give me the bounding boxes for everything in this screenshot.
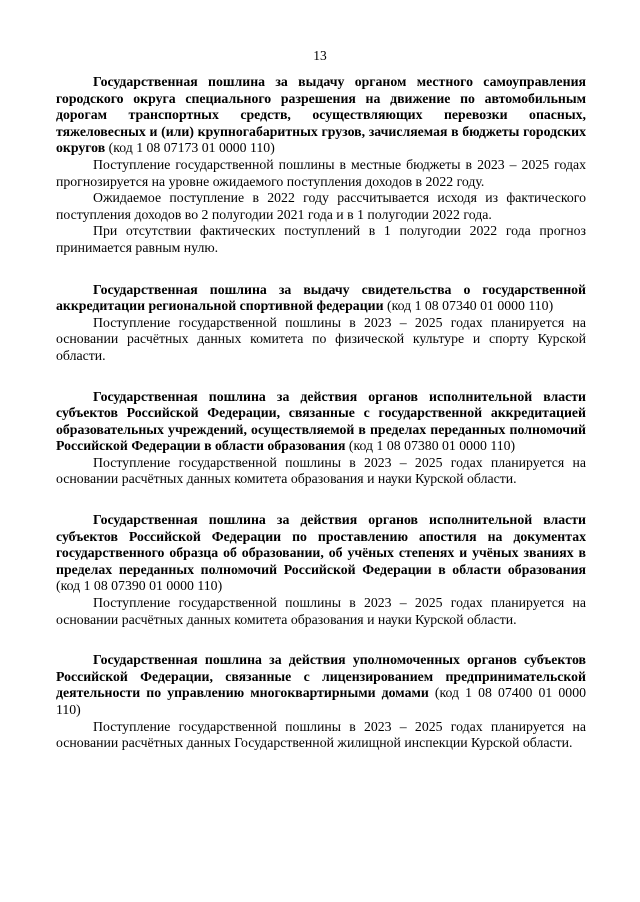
section-housing-licensing [56,652,586,752]
section-special-permit [56,74,586,257]
section-apostille [56,512,586,628]
section-paragraph: Поступление государственной пошлины в 2023 – 2025 годах планируется на основании расчётных данных комитета образования и науки Курской области. [56,454,586,487]
section-paragraph: Поступление государственной пошлины в 2023 – 2025 годах планируется на основании расчётных данных комитета образования и науки Курской области. [56,595,586,627]
heading-code: (код 1 08 07390 01 0000 110) [56,578,223,594]
section-paragraph: Поступление государственной пошлины в 2023 – 2025 годах планируется на основании расчётных данных комитета по физической культуре и спорту Курской области. [56,314,586,363]
heading-code: (код 1 08 07400 01 0000 110) [56,685,586,717]
section-education-accreditation [56,389,586,489]
heading-title: Государственная пошлина за действия уполномоченных органов субъектов Российской Федерации, связанные с лицензированием предпринимательской деятельности по управлению многоквартирными домами [56,652,586,701]
section-heading [56,74,586,157]
heading-code: (код 1 08 07173 01 0000 110) [105,140,275,156]
heading-code: (код 1 08 07380 01 0000 110) [345,438,516,454]
page-number: 13 [313,48,327,63]
section-paragraph: Ожидаемое поступление в 2022 году рассчитывается исходя из фактического поступления доходов во 2 полугодии 2021 года и в 1 полугодии 2022 года. [56,190,586,222]
heading-title: Государственная пошлина за выдачу свидетельства о государственной аккредитации региональной спортивной федерации [56,281,586,314]
section-heading [56,512,586,595]
document-body [56,74,586,776]
heading-title: Государственная пошлина за действия органов исполнительной власти субъектов Российской Федерации, связанные с государственной аккредитацией образовательных учреждений, осуществляемой в пределах переданных полномочий Российской Федерации в области образования [56,388,586,454]
section-paragraph: Поступление государственной пошлины в местные бюджеты в 2023 – 2025 годах прогнозируется на уровне ожидаемого поступления доходов в 2022 году. [56,156,586,189]
heading-code: (код 1 08 07340 01 0000 110) [383,298,554,314]
section-paragraph: Поступление государственной пошлины в 2023 – 2025 годах планируется на основании расчётных данных Государственной жилищной инспекции Курской области. [56,718,586,751]
heading-title: Государственная пошлина за выдачу органом местного самоуправления городского округа специального разрешения на движение по автомобильным дорогам транспортных средств, осуществляющих перевозки опасных, тяжеловесных и (или) крупногабаритных грузов, зачисляемая в бюджеты городских округов [56,74,586,156]
heading-title: Государственная пошлина за действия органов исполнительной власти субъектов Российской Федерации по проставлению апостиля на документах государственного образца об образовании, об учёных степенях и учёных званиях в пределах переданных полномочий Российской Федерации в области образования [56,512,586,577]
section-sports-federation [56,282,586,365]
section-heading [56,652,586,718]
section-heading [56,282,586,315]
section-paragraph: При отсутствии фактических поступлений в 1 полугодии 2022 года прогноз принимается равным нулю. [56,223,586,255]
section-heading [56,389,586,455]
